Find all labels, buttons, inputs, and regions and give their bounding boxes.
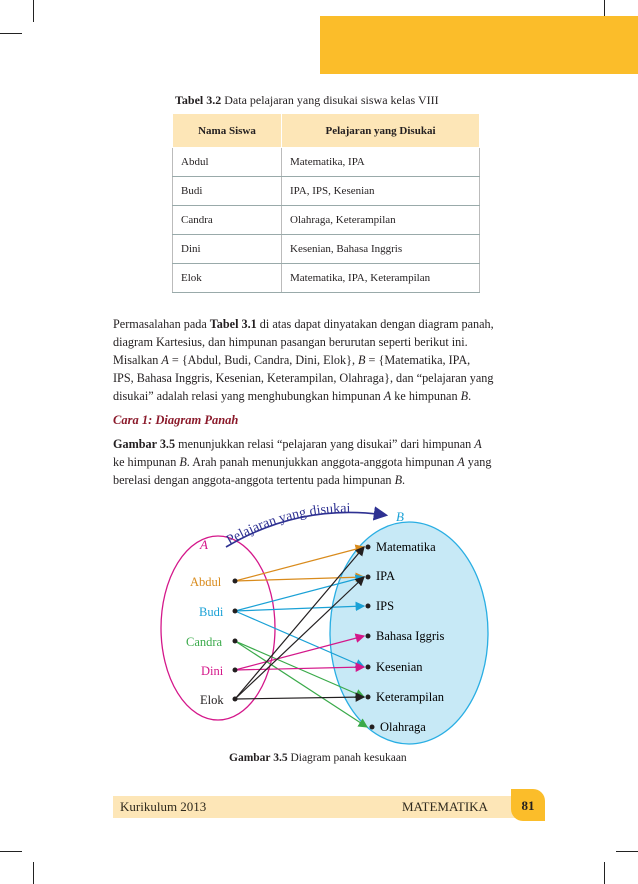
dot (366, 695, 371, 700)
set-b-item-ipa: IPA (376, 569, 395, 583)
footer-curriculum: Kurikulum 2013 (120, 799, 207, 814)
set-a-item-candra: Candra (186, 635, 223, 649)
text: Misalkan (113, 353, 162, 367)
table-header-name: Nama Siswa (173, 114, 282, 148)
dot (366, 665, 371, 670)
table-reference: Tabel 3.1 (209, 317, 257, 331)
set-b-item-olahraga: Olahraga (380, 720, 426, 734)
dot (233, 579, 238, 584)
set-a-label: A (200, 537, 208, 552)
text: = {Abdul, Budi, Candra, Dini, Elok}, (168, 353, 359, 367)
page-number: 81 (511, 789, 545, 821)
text: ke himpunan (391, 389, 461, 403)
dot (233, 668, 238, 673)
section-heading: Cara 1: Diagram Panah (113, 413, 239, 427)
table-cell: Kesenian, Bahasa Inggris (282, 235, 480, 264)
dot (233, 639, 238, 644)
text: diagram Kartesius, dan himpunan pasangan berurutan seperti berikut ini. (113, 335, 468, 349)
dot (366, 604, 371, 609)
set-a-item-dini: Dini (201, 664, 224, 678)
table-cell: Matematika, IPA, Keterampilan (282, 264, 480, 293)
set-b-item-bahasa-inggris: Bahasa Iggris (376, 629, 445, 643)
text: berelasi dengan anggota-anggota tertentu pada himpunan (113, 473, 395, 487)
figure-caption (229, 752, 407, 764)
figure-reference: Gambar 3.5 (113, 437, 176, 451)
set-b-item-ips: IPS (376, 599, 395, 613)
set-variable: B (179, 455, 187, 469)
table-cell: Elok (173, 264, 282, 293)
table-cell: Candra (173, 206, 282, 235)
set-b-item-keterampilan: Keterampilan (376, 690, 445, 704)
table-cell: Abdul (173, 148, 282, 177)
text: disukai” adalah relasi yang menghubungkan himpunan (113, 389, 384, 403)
text: = {Matematika, IPA, (365, 353, 471, 367)
figure-caption-text: Diagram panah kesukaan (287, 752, 407, 764)
text: di atas dapat dinyatakan dengan diagram panah, (256, 317, 494, 331)
set-variable: B (460, 389, 469, 403)
set-b-item-kesenian: Kesenian (376, 660, 423, 674)
set-b-item-matematika: Matematika (376, 540, 436, 554)
set-a-dots (233, 579, 238, 702)
text: ke himpunan (113, 455, 180, 469)
set-variable: A (383, 389, 392, 403)
text: Permasalahan pada (113, 317, 210, 331)
text: . (468, 389, 472, 403)
text: . Arah panah menunjukkan anggota-anggota himpunan (186, 455, 458, 469)
table-header-subjects: Pelajaran yang Disukai (282, 114, 480, 148)
text: menunjukkan relasi “pelajaran yang disukai” dari himpunan (175, 437, 475, 451)
dot (366, 575, 371, 580)
relation-label: Pelajaran yang disukai (224, 501, 351, 549)
text: . (402, 473, 406, 487)
set-variable: B (394, 473, 403, 487)
dot (370, 725, 375, 730)
figure-caption-label: Gambar 3.5 (229, 752, 288, 764)
set-a-item-elok: Elok (200, 693, 224, 707)
table-cell: Budi (173, 177, 282, 206)
table-caption-text: Data pelajaran yang disukai siswa kelas VIII (221, 93, 439, 107)
footer-subject: MATEMATIKA (402, 799, 488, 814)
dot (366, 634, 371, 639)
table-caption-label: Tabel 3.2 (175, 93, 222, 107)
table-cell: IPA, IPS, Kesenian (282, 177, 480, 206)
table-cell: Olahraga, Keterampilan (282, 206, 480, 235)
set-variable: A (474, 437, 482, 451)
set-a-item-budi: Budi (199, 605, 224, 619)
dot (366, 545, 371, 550)
dot (233, 697, 238, 702)
table-cell: Matematika, IPA (282, 148, 480, 177)
dot (233, 609, 238, 614)
set-variable: A (457, 455, 465, 469)
set-variable: B (358, 353, 366, 367)
set-variable: A (161, 353, 169, 367)
text: IPS, Bahasa Inggris, Kesenian, Keterampilan, Olahraga}, dan “pelajaran yang (113, 371, 494, 385)
set-a-item-abdul: Abdul (190, 575, 222, 589)
text: yang (464, 455, 492, 469)
table-cell: Dini (173, 235, 282, 264)
set-b-label: B (396, 509, 404, 524)
